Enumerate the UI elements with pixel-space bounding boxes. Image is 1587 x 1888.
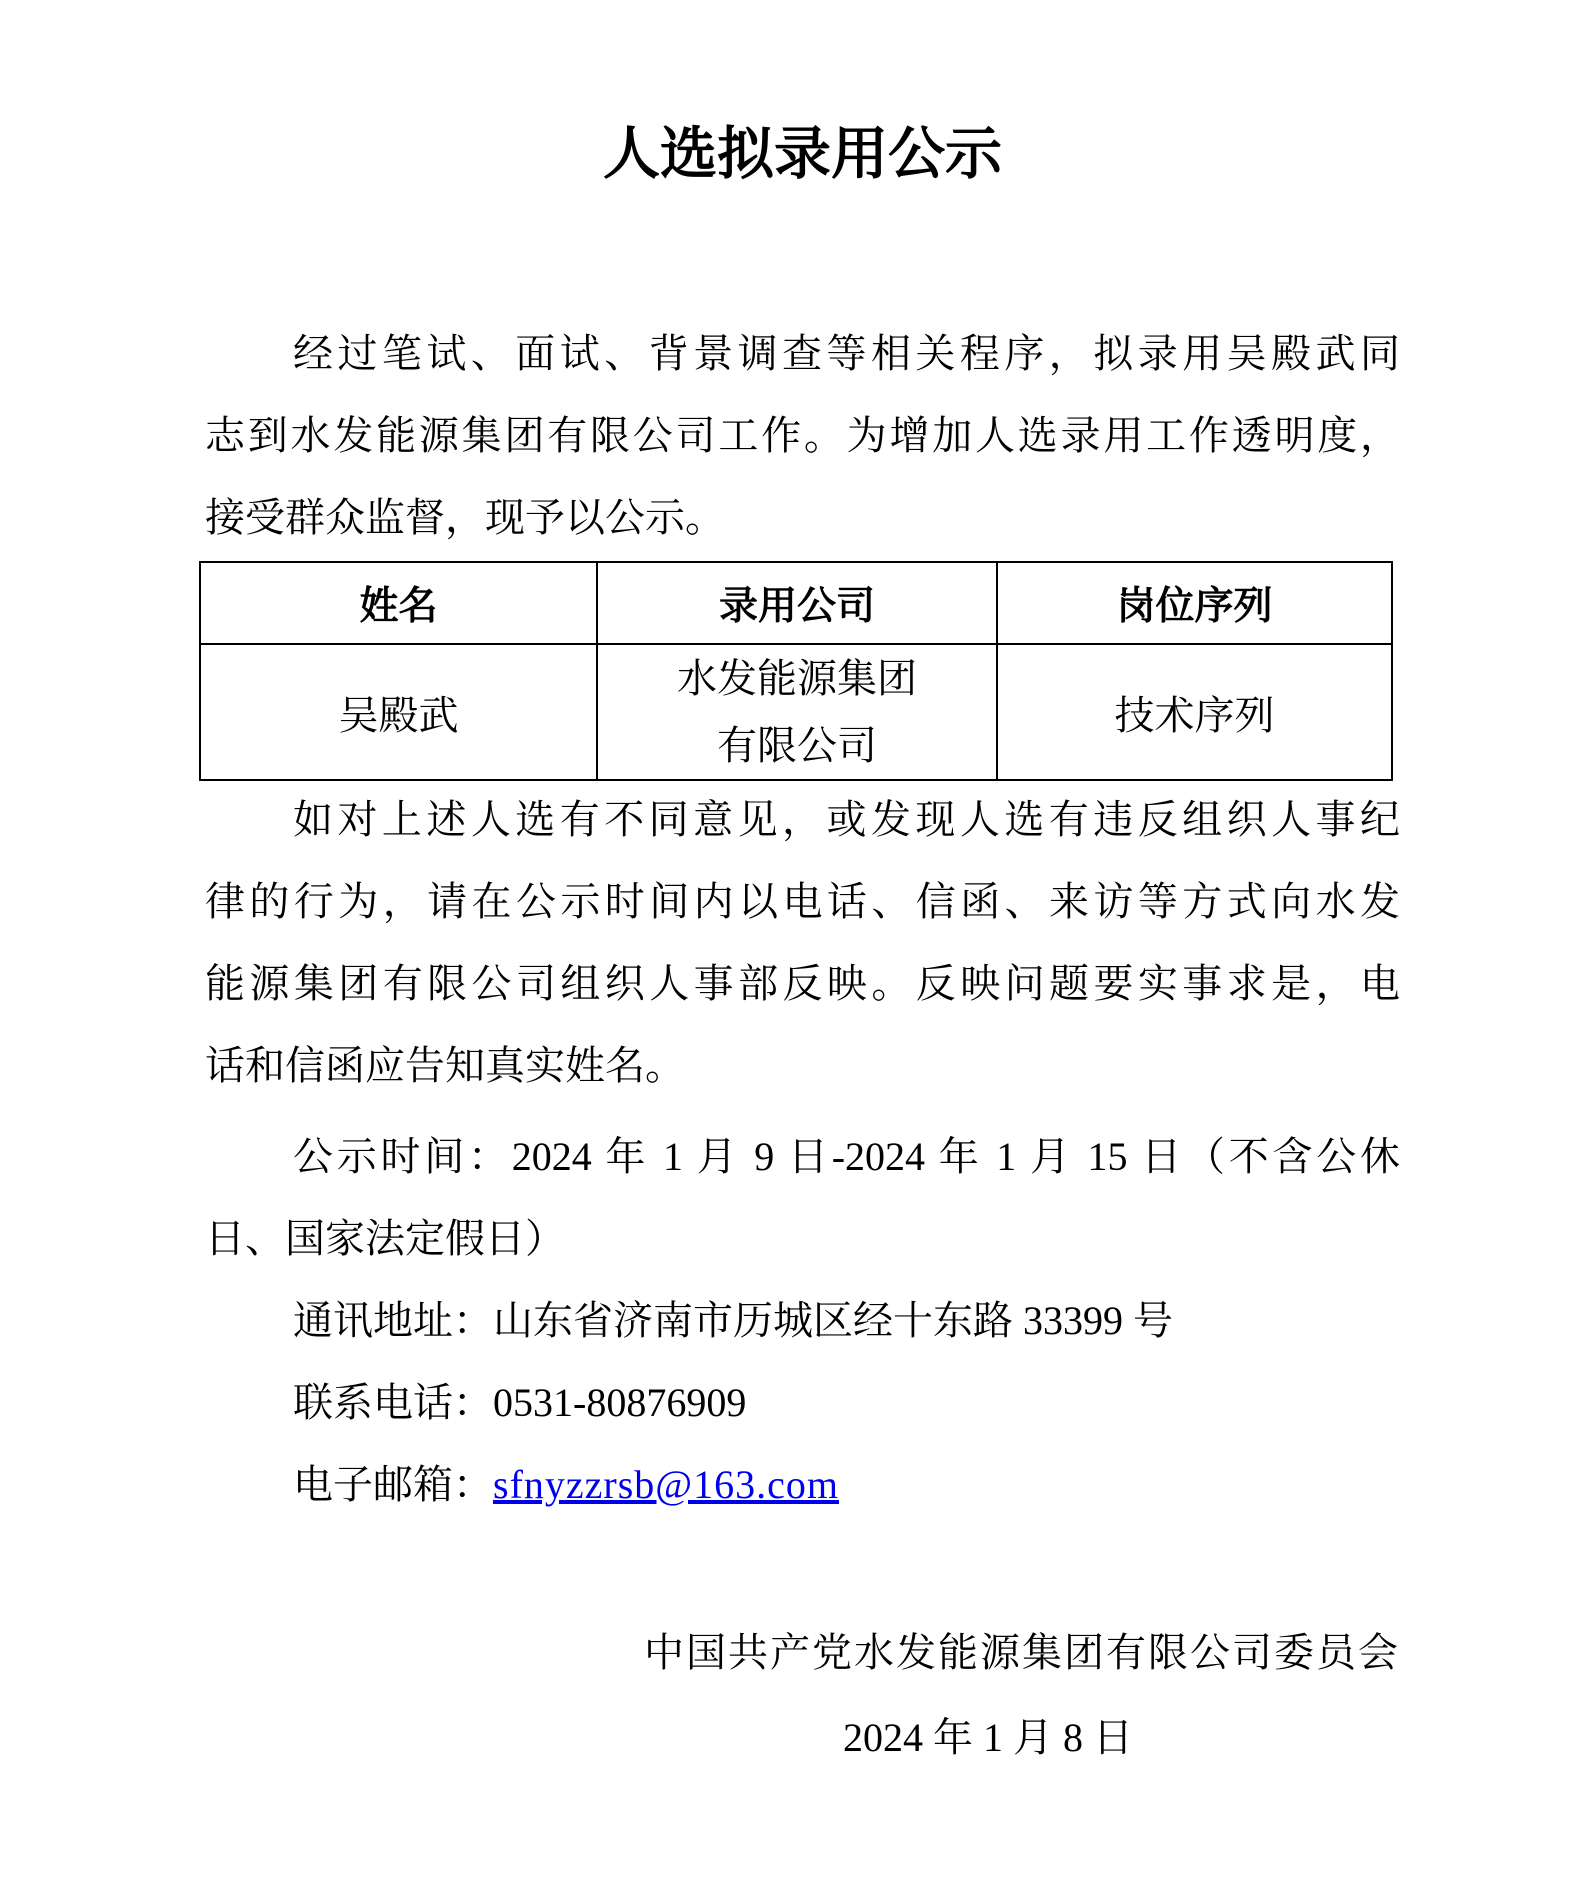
text-line: 能源集团有限公司组织人事部反映。反映问题要实事求是，电	[205, 961, 1400, 1006]
text-line: 律的行为，请在公示时间内以电话、信函、来访等方式向水发	[205, 879, 1400, 924]
cell-candidate-name: 吴殿武	[200, 644, 597, 780]
signature-date: 2024 年 1 月 8 日	[843, 1715, 1133, 1760]
company-name-line: 水发能源集团	[677, 656, 917, 701]
text-line: 经过笔试、面试、背景调查等相关程序，拟录用吴殿武同	[293, 331, 1400, 376]
col-header-company: 录用公司	[597, 562, 997, 644]
col-header-name: 姓名	[200, 562, 597, 644]
objection-paragraph	[205, 779, 1400, 1107]
cell-position-series: 技术序列	[997, 644, 1392, 780]
text-line: 接受群众监督，现予以公示。	[205, 495, 725, 540]
intro-paragraph	[205, 313, 1400, 559]
phone-line: 联系电话：0531-80876909	[293, 1380, 747, 1425]
notice-and-contact-block	[205, 1116, 1400, 1526]
company-name-line: 有限公司	[717, 723, 877, 768]
text-line: 话和信函应告知真实姓名。	[205, 1043, 685, 1088]
text-line: 志到水发能源集团有限公司工作。为增加人选录用工作透明度，	[205, 413, 1400, 458]
table-header-row	[200, 562, 1392, 644]
email-label: 电子邮箱：	[293, 1462, 493, 1507]
notice-period-line: 公示时间：2024 年 1 月 9 日-2024 年 1 月 15 日（不含公休	[293, 1134, 1400, 1179]
page-title: 人选拟录用公示	[603, 123, 1002, 186]
col-header-series: 岗位序列	[997, 562, 1392, 644]
cell-hiring-company	[597, 644, 997, 780]
notice-period-line: 日、国家法定假日）	[205, 1216, 565, 1261]
signature-committee: 中国共产党水发能源集团有限公司委员会	[644, 1630, 1400, 1675]
email-link[interactable]: sfnyzzrsb@163.com	[493, 1462, 839, 1507]
text-line: 如对上述人选有不同意见，或发现人选有违反组织人事纪	[293, 797, 1400, 842]
email-line	[205, 1444, 1400, 1526]
candidate-table	[199, 561, 1393, 781]
address-line: 通讯地址：山东省济南市历城区经十东路 33399 号	[293, 1298, 1173, 1343]
table-row	[200, 644, 1392, 780]
